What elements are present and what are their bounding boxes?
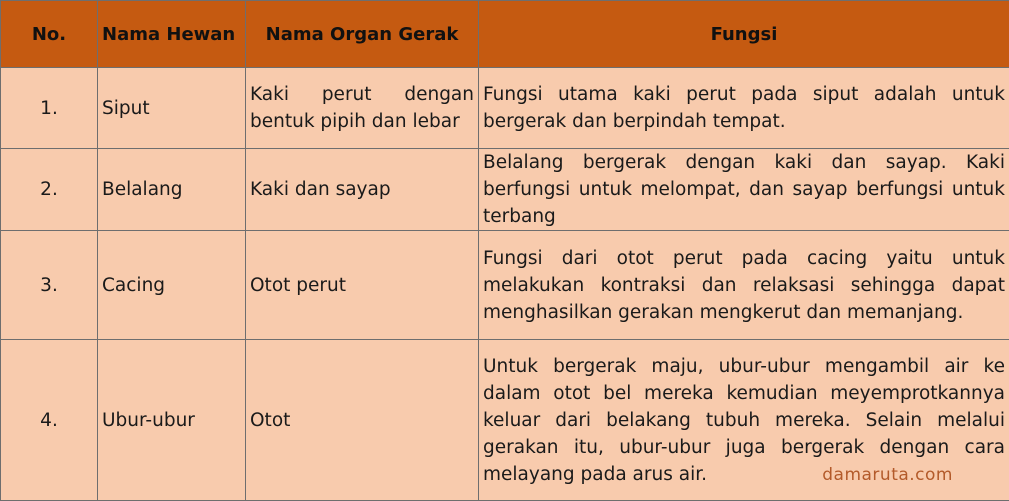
cell-nama-organ-gerak: Kaki perut dengan bentuk pipih dan lebar xyxy=(246,68,479,149)
watermark: damaruta.com xyxy=(822,465,953,485)
header-fungsi: Fungsi xyxy=(479,1,1009,68)
table-header-row xyxy=(1,1,1009,68)
table-row xyxy=(1,68,1009,149)
cell-nama-organ-gerak: Kaki dan sayap xyxy=(246,149,479,231)
cell-no: 2. xyxy=(1,149,98,231)
cell-no: 1. xyxy=(1,68,98,149)
cell-nama-organ-gerak: Otot xyxy=(246,340,479,501)
cell-nama-hewan: Siput xyxy=(98,68,246,149)
header-no: No. xyxy=(1,1,98,68)
cell-fungsi: Untuk bergerak maju, ubur-ubur mengambil air ke dalam otot bel mereka kemudian meyemprotkannya keluar dari belakang tubuh mereka. Selain melalui gerakan itu, ubur-ubur juga bergerak dengan cara melayang pada arus air. xyxy=(479,340,1009,501)
cell-nama-hewan: Ubur-ubur xyxy=(98,340,246,501)
header-nama-hewan: Nama Hewan xyxy=(98,1,246,68)
cell-nama-hewan: Cacing xyxy=(98,231,246,340)
cell-nama-organ-gerak: Otot perut xyxy=(246,231,479,340)
cell-nama-hewan: Belalang xyxy=(98,149,246,231)
cell-no: 4. xyxy=(1,340,98,501)
table-row xyxy=(1,231,1009,340)
header-nama-organ-gerak: Nama Organ Gerak xyxy=(246,1,479,68)
cell-fungsi: Fungsi dari otot perut pada cacing yaitu untuk melakukan kontraksi dan relaksasi sehingga dapat menghasilkan gerakan mengkerut dan memanjang. xyxy=(479,231,1009,340)
cell-fungsi: Belalang bergerak dengan kaki dan sayap. Kaki berfungsi untuk melompat, dan sayap berfungsi untuk terbang xyxy=(479,149,1009,231)
cell-no: 3. xyxy=(1,231,98,340)
table-row xyxy=(1,149,1009,231)
cell-fungsi: Fungsi utama kaki perut pada siput adalah untuk bergerak dan berpindah tempat. xyxy=(479,68,1009,149)
